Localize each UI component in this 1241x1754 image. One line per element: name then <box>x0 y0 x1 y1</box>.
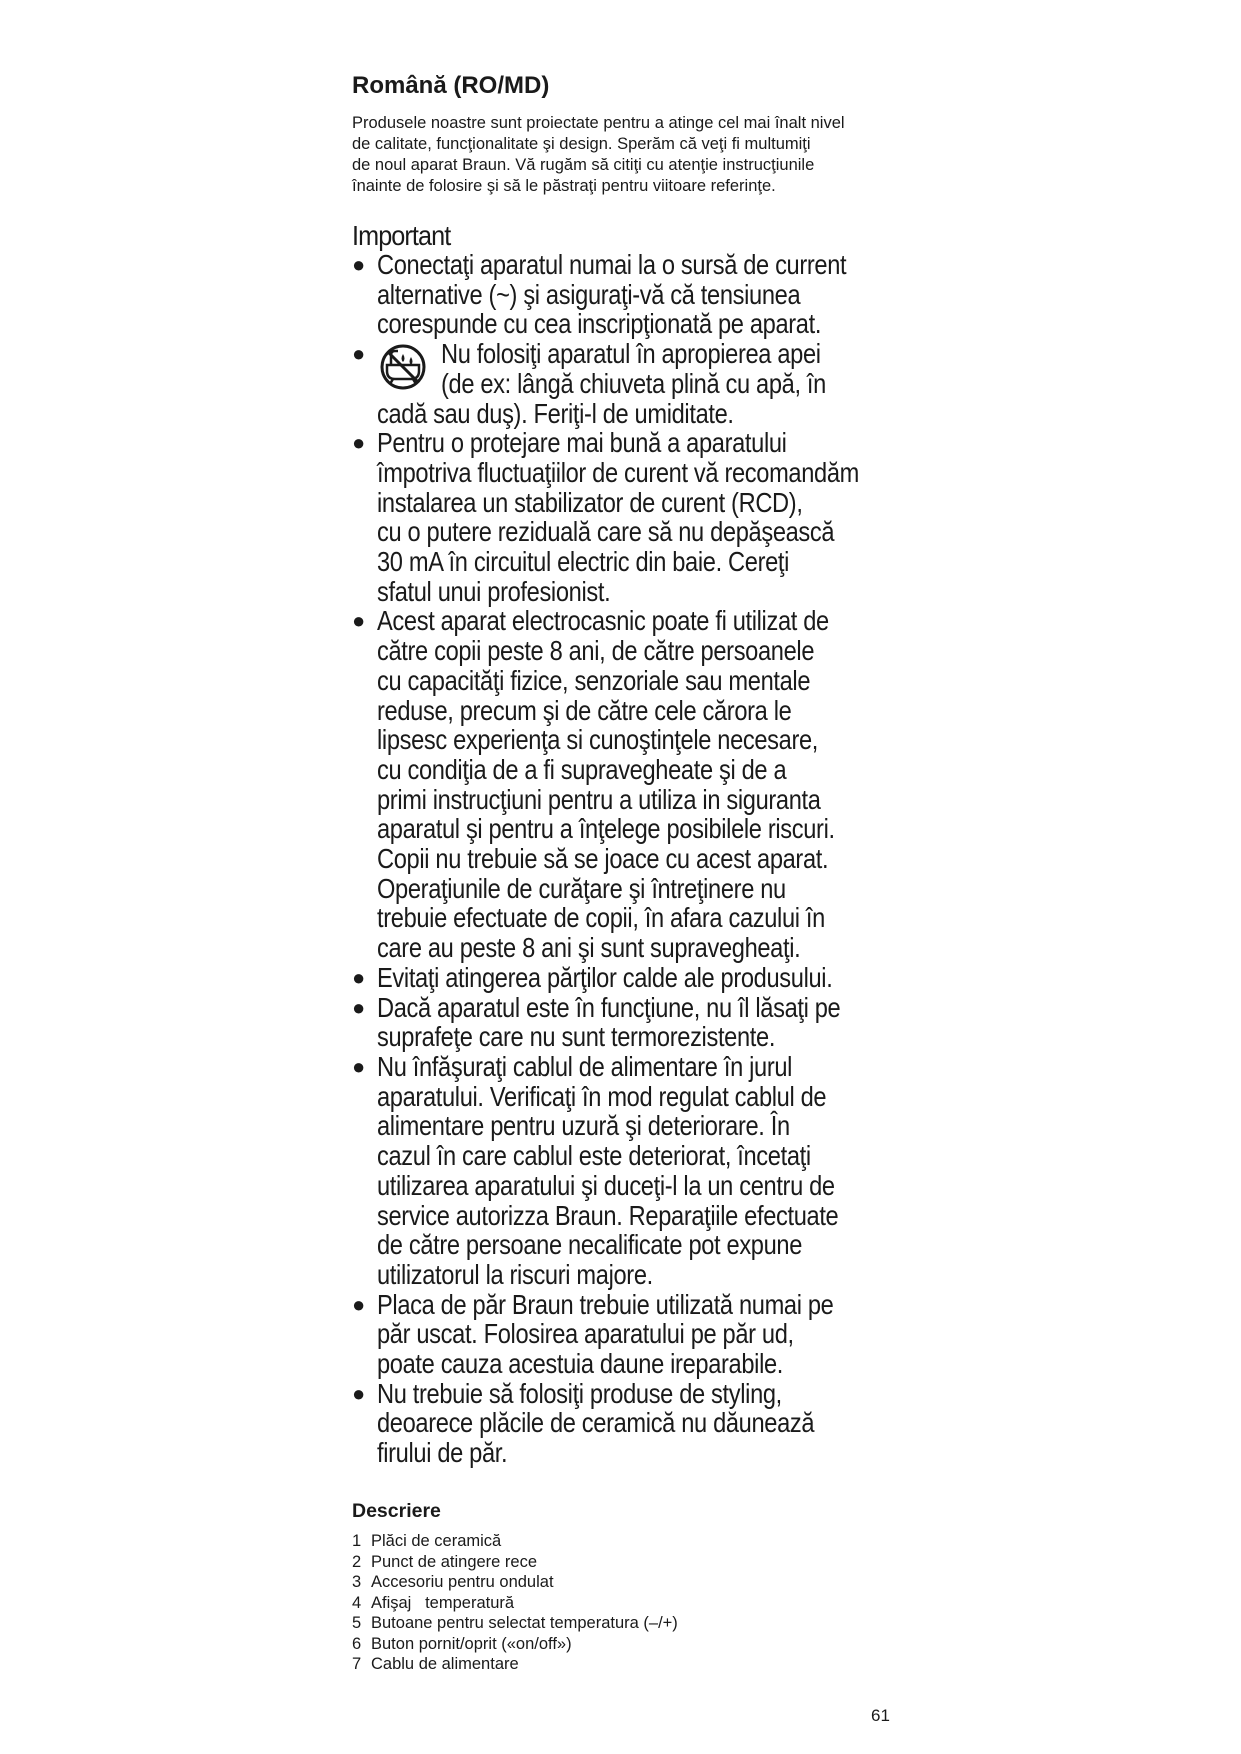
item-line: Nu trebuie să folosiţi produse de styling, <box>377 1377 782 1409</box>
item-line: utilizatorul la riscuri majore. <box>377 1258 653 1290</box>
item-text: Cablu de alimentare <box>371 1655 519 1673</box>
bullet-icon: ● <box>352 341 365 367</box>
bullet-icon: ● <box>352 608 365 634</box>
item-line: Evitaţi atingerea părţilor calde ale produsului. <box>377 961 833 993</box>
item-text: Punct de atingere rece <box>371 1552 538 1571</box>
page-title: Română (RO/MD) <box>352 72 550 99</box>
list-item <box>352 1531 678 1552</box>
item-line: instalarea un stabilizator de curent (RCD), <box>377 486 803 518</box>
item-line: de către persoane necalificate pot expune <box>377 1229 803 1261</box>
intro-line: de calitate, funcţionalitate şi design. Sperăm că veţi fi multumiţi <box>352 135 811 153</box>
item-line: păr uscat. Folosirea aparatului pe păr ud, <box>377 1318 794 1350</box>
item-line: cu condiţia de a fi supravegheate şi de a <box>377 753 787 785</box>
important-item <box>352 250 952 339</box>
item-line: (de ex: lângă chiuveta plină cu apă, în <box>441 367 826 399</box>
item-line: primi instrucţiuni pentru a utiliza in siguranta <box>377 783 821 815</box>
item-line: Operaţiunile de curăţare şi întreţinere nu <box>377 872 786 904</box>
item-line: Nu folosiţi aparatul în apropierea apei <box>441 338 821 370</box>
item-line: Pentru o protejare mai bună a aparatului <box>377 427 787 459</box>
item-line: utilizarea aparatului şi duceţi-l la un centru de <box>377 1169 835 1201</box>
item-text: Butoane pentru selectat temperatura (–/+) <box>371 1614 678 1632</box>
item-line: aparatului. Verificaţi în mod regulat cablul de <box>377 1080 827 1112</box>
item-line: alimentare pentru uzură şi deteriorare. În <box>377 1110 790 1142</box>
item-number: 2 <box>352 1552 362 1571</box>
item-line: Dacă aparatul este în funcţiune, nu îl lăsaţi pe <box>377 991 841 1023</box>
bullet-icon: ● <box>352 964 365 990</box>
intro-line: înainte de folosire şi să le păstraţi pentru viitoare referinţe. <box>352 177 776 195</box>
important-item <box>352 1379 952 1468</box>
item-line: corespunde cu cea inscripţionată pe aparat. <box>377 308 822 340</box>
item-number: 3 <box>352 1573 362 1591</box>
list-item <box>352 1613 678 1634</box>
item-line: cu o putere reziduală care să nu depăşească <box>377 516 835 548</box>
list-item <box>352 1572 678 1593</box>
item-line: Acest aparat electrocasnic poate fi utilizat de <box>377 605 829 637</box>
item-line: care au peste 8 ani şi sunt supravegheaţi. <box>377 932 801 964</box>
item-line: Conectaţi aparatul numai la o sursă de current <box>377 249 847 280</box>
important-item <box>352 963 952 993</box>
item-line: cadă sau duş). Feriţi-l de umiditate. <box>377 397 734 429</box>
bullet-icon: ● <box>352 994 365 1020</box>
list-item <box>352 1593 678 1614</box>
important-item <box>352 606 952 962</box>
item-line: Copii nu trebuie să se joace cu acest aparat. <box>377 843 829 875</box>
item-number: 7 <box>352 1655 362 1673</box>
item-number: 4 <box>352 1593 362 1612</box>
list-item <box>352 1552 678 1573</box>
item-number: 5 <box>352 1614 362 1632</box>
item-line: poate cauza acestuia daune ireparabile. <box>377 1348 784 1380</box>
item-line: reduse, precum şi de către cele cărora le <box>377 694 792 726</box>
important-heading: Important <box>352 220 451 251</box>
item-line: aparatul şi pentru a înţelege posibilele riscuri. <box>377 813 835 845</box>
list-item <box>352 1634 678 1655</box>
bullet-icon: ● <box>352 430 365 456</box>
item-line: 30 mA în circuitul electric din baie. Cereţi <box>377 546 790 578</box>
item-line: către copii peste 8 ani, de către persoanele <box>377 635 815 667</box>
no-water-bathtub-icon <box>377 341 429 391</box>
item-line: sfatul unui profesionist. <box>377 575 611 607</box>
item-text: Accesoriu pentru ondulat <box>371 1573 554 1591</box>
item-line: cazul în care cablul este deteriorat, încetaţi <box>377 1140 811 1172</box>
item-line: cu capacităţi fizice, senzoriale sau mentale <box>377 664 811 696</box>
bullet-icon: ● <box>352 252 365 277</box>
bullet-icon: ● <box>352 1053 365 1079</box>
item-text: Plăci de ceramică <box>371 1532 502 1550</box>
item-line: service autorizza Braun. Reparaţiile efectuate <box>377 1199 839 1231</box>
item-line: Placa de păr Braun trebuie utilizată numai pe <box>377 1288 834 1320</box>
intro-paragraph <box>352 113 912 197</box>
item-line: suprafeţe care nu sunt termorezistente. <box>377 1021 776 1053</box>
important-item <box>352 1052 952 1290</box>
important-item-warning <box>352 339 952 428</box>
important-item <box>352 428 952 606</box>
important-item <box>352 993 952 1052</box>
bullet-icon: ● <box>352 1291 365 1317</box>
description-list <box>352 1531 678 1675</box>
item-line: firului de păr. <box>377 1437 508 1469</box>
item-line: alternative (~) şi asiguraţi-vă că tensiunea <box>377 278 801 310</box>
description-heading: Descriere <box>352 1500 441 1522</box>
intro-line: Produsele noastre sunt proiectate pentru a atinge cel mai înalt nivel <box>352 114 845 132</box>
item-text: Buton pornit/oprit («on/off») <box>371 1634 572 1653</box>
important-list <box>352 250 952 1468</box>
item-line: deoarece plăcile de ceramică nu dăunează <box>377 1407 815 1439</box>
item-text: Afişaj temperatură <box>371 1593 515 1612</box>
item-line: împotriva fluctuaţiilor de curent vă recomandăm <box>377 456 860 488</box>
page-number: 61 <box>871 1706 890 1725</box>
item-number: 1 <box>352 1532 362 1550</box>
item-line: lipsesc experienţa si cunoştinţele necesare, <box>377 724 819 756</box>
bullet-icon: ● <box>352 1380 365 1406</box>
list-item <box>352 1654 678 1675</box>
item-line: Nu înfăşuraţi cablul de alimentare în jurul <box>377 1050 793 1082</box>
item-line: trebuie efectuate de copii, în afara cazului în <box>377 902 825 934</box>
intro-line: de noul aparat Braun. Vă rugăm să citiţi cu atenţie instrucţiunile <box>352 156 815 174</box>
item-number: 6 <box>352 1634 362 1653</box>
important-item <box>352 1290 952 1379</box>
